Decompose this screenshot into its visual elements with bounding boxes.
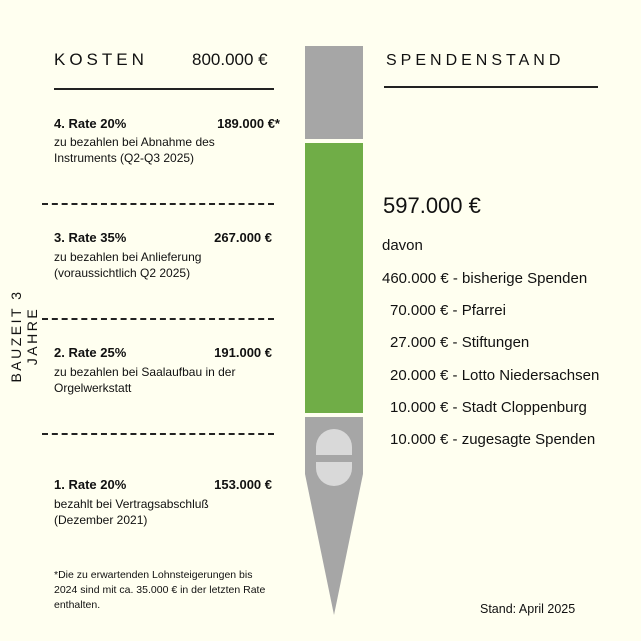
- bar-remaining: [305, 46, 363, 139]
- rate-2-amount: 191.000 €: [214, 345, 272, 360]
- bar-raised: [305, 143, 363, 413]
- rate-1-amount: 153.000 €: [214, 477, 272, 492]
- rate-4-desc: zu bezahlen bei Abnahme des Instruments (Q2-Q3 2025): [54, 135, 215, 165]
- kosten-total: 800.000 €: [192, 50, 268, 69]
- stand-date: Stand: April 2025: [480, 602, 576, 616]
- donation-item: 27.000 € - Stiftungen: [390, 334, 530, 351]
- rate-4-title: 4. Rate 20%: [54, 116, 127, 131]
- donation-item: 20.000 € - Lotto Niedersachsen: [390, 367, 600, 384]
- donation-item: 460.000 € - bisherige Spenden: [382, 270, 588, 287]
- footnote: *Die zu erwartenden Lohnsteigerungen bis 2024 sind mit ca. 35.000 € in der letzten Rate enthalten.: [54, 569, 266, 611]
- rate-2-title: 2. Rate 25%: [54, 345, 127, 360]
- kosten-title: KOSTEN: [54, 50, 148, 69]
- rate-2-desc: zu bezahlen bei Saalaufbau in der Orgelwerkstatt: [54, 365, 236, 395]
- rate-1-desc: bezahlt bei Vertragsabschluß (Dezember 2021): [54, 497, 209, 527]
- spendenstand-rule: [384, 86, 598, 88]
- donation-item: 70.000 € - Pfarrei: [390, 302, 506, 319]
- rate-3-amount: 267.000 €: [214, 230, 272, 245]
- spendenstand-title: SPENDENSTAND: [386, 52, 565, 69]
- davon-label: davon: [382, 237, 423, 254]
- rate-3-title: 3. Rate 35%: [54, 230, 127, 245]
- rate-4-amount: 189.000 €*: [217, 116, 280, 131]
- rate-1-title: 1. Rate 20%: [54, 477, 127, 492]
- donation-item: 10.000 € - Stadt Cloppenburg: [390, 399, 587, 416]
- rate-3-desc: zu bezahlen bei Anlieferung (voraussichtlich Q2 2025): [54, 250, 202, 280]
- spendenstand-sum: 597.000 €: [383, 193, 481, 218]
- bauzeit-label: BAUZEIT 3 JAHRE: [8, 289, 40, 383]
- donation-item: 10.000 € - zugesagte Spenden: [390, 431, 596, 448]
